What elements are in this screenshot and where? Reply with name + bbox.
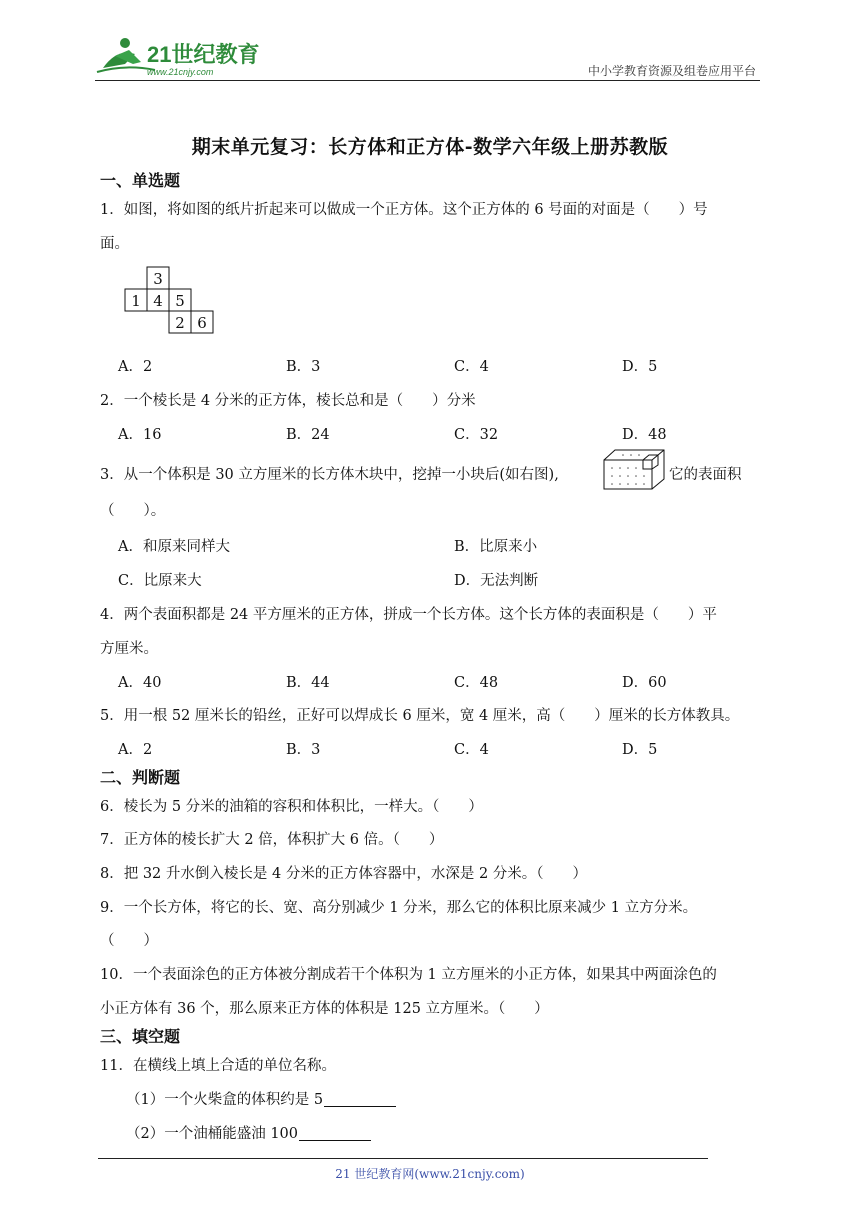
q2-option-a: A．16 xyxy=(118,427,162,443)
net-cell-4: 4 xyxy=(153,292,163,310)
q3-option-b: B．比原来小 xyxy=(454,539,538,555)
net-cell-3: 3 xyxy=(153,270,163,288)
question-11-sub-1-text: （1）一个火柴盒的体积约是 5 xyxy=(126,1092,324,1108)
question-4-line-1: 4．两个表面积都是 24 平方厘米的正方体，拼成一个长方体。这个长方体的表面积是（ ）平 xyxy=(100,607,717,623)
q1-option-c: C．4 xyxy=(454,359,489,375)
question-2: 2．一个棱长是 4 分米的正方体，棱长总和是（ ）分米 xyxy=(100,393,476,409)
question-1-line-1: 1．如图，将如图的纸片折起来可以做成一个正方体。这个正方体的 6 号面的对面是（ ）号 xyxy=(100,202,708,218)
question-1-line-2: 面。 xyxy=(100,236,129,252)
net-cell-1: 1 xyxy=(131,292,141,310)
net-cell-6: 6 xyxy=(197,314,207,332)
q5-option-c: C．4 xyxy=(454,742,489,758)
net-cell-5: 5 xyxy=(175,292,185,310)
question-11-sub-2-text: （2）一个油桶能盛油 100 xyxy=(126,1126,299,1142)
answer-blank-1[interactable] xyxy=(324,1092,396,1107)
footer-divider xyxy=(98,1158,708,1159)
question-8: 8．把 32 升水倒入棱长是 4 分米的正方体容器中，水深是 2 分米。（ ） xyxy=(100,866,588,882)
q3-option-c: C．比原来大 xyxy=(118,573,202,589)
section-heading-single-choice: 一、单选题 xyxy=(100,171,181,190)
question-3-line-1a: 3．从一个体积是 30 立方厘米的长方体木块中，挖掉一小块后(如右图), xyxy=(100,467,559,483)
page-header xyxy=(95,30,760,82)
q2-option-d: D．48 xyxy=(622,427,667,443)
q5-option-b: B．3 xyxy=(286,742,321,758)
svg-text:21世纪教育: 21世纪教育 xyxy=(147,42,260,67)
q4-option-c: C．48 xyxy=(454,675,499,691)
header-divider xyxy=(95,80,760,81)
net-cell-2: 2 xyxy=(175,314,185,332)
question-3-line-1b: 它的表面积 xyxy=(669,467,742,483)
q3-option-d: D．无法判断 xyxy=(454,573,539,589)
q4-option-d: D．60 xyxy=(622,675,667,691)
question-6: 6．棱长为 5 分米的油箱的容积和体积比，一样大。（ ） xyxy=(100,799,483,815)
q2-option-c: C．32 xyxy=(454,427,499,443)
question-10-line-2: 小正方体有 36 个，那么原来正方体的体积是 125 立方厘米。（ ） xyxy=(100,1001,549,1017)
q5-option-a: A．2 xyxy=(118,742,153,758)
q4-option-b: B．44 xyxy=(286,675,330,691)
question-10-line-1: 10．一个表面涂色的正方体被分割成若干个体积为 1 立方厘米的小正方体，如果其中两面涂色的 xyxy=(100,967,717,983)
page-title: 期末单元复习：长方体和正方体-数学六年级上册苏教版 xyxy=(191,136,669,158)
q3-option-a: A．和原来同样大 xyxy=(118,539,230,555)
question-9-line-2: （ ） xyxy=(100,933,158,949)
question-11-sub-1 xyxy=(126,1088,396,1109)
q1-option-b: B．3 xyxy=(286,359,321,375)
footer-link[interactable]: 21 世纪教育网(www.21cnjy.com) xyxy=(335,1167,525,1181)
cube-net-diagram xyxy=(124,266,216,336)
logo-icon xyxy=(95,34,265,78)
q4-option-a: A．40 xyxy=(118,675,162,691)
svg-text:www.21cnjy.com: www.21cnjy.com xyxy=(147,67,214,77)
answer-blank-2[interactable] xyxy=(299,1126,371,1141)
section-heading-true-false: 二、判断题 xyxy=(100,768,181,787)
section-heading-fill-blank: 三、填空题 xyxy=(100,1027,181,1046)
question-9-line-1: 9．一个长方体，将它的长、宽、高分别减少 1 分米，那么它的体积比原来减少 1 立方分米。 xyxy=(100,900,698,916)
question-11: 11．在横线上填上合适的单位名称。 xyxy=(100,1058,336,1074)
question-7: 7．正方体的棱长扩大 2 倍，体积扩大 6 倍。（ ） xyxy=(100,832,444,848)
question-3-line-2: （ ）。 xyxy=(100,503,166,519)
platform-name: 中小学教育资源及组卷应用平台 xyxy=(587,64,756,78)
q2-option-b: B．24 xyxy=(286,427,330,443)
cuboid-figure xyxy=(603,449,667,491)
question-5: 5．用一根 52 厘米长的铅丝，正好可以焊成长 6 厘米，宽 4 厘米，高（ ）厘米的长方体教具。 xyxy=(100,708,740,724)
question-11-sub-2 xyxy=(126,1122,371,1143)
question-4-line-2: 方厘米。 xyxy=(100,641,158,657)
q1-option-d: D．5 xyxy=(622,359,658,375)
q1-option-a: A．2 xyxy=(118,359,153,375)
q5-option-d: D．5 xyxy=(622,742,658,758)
